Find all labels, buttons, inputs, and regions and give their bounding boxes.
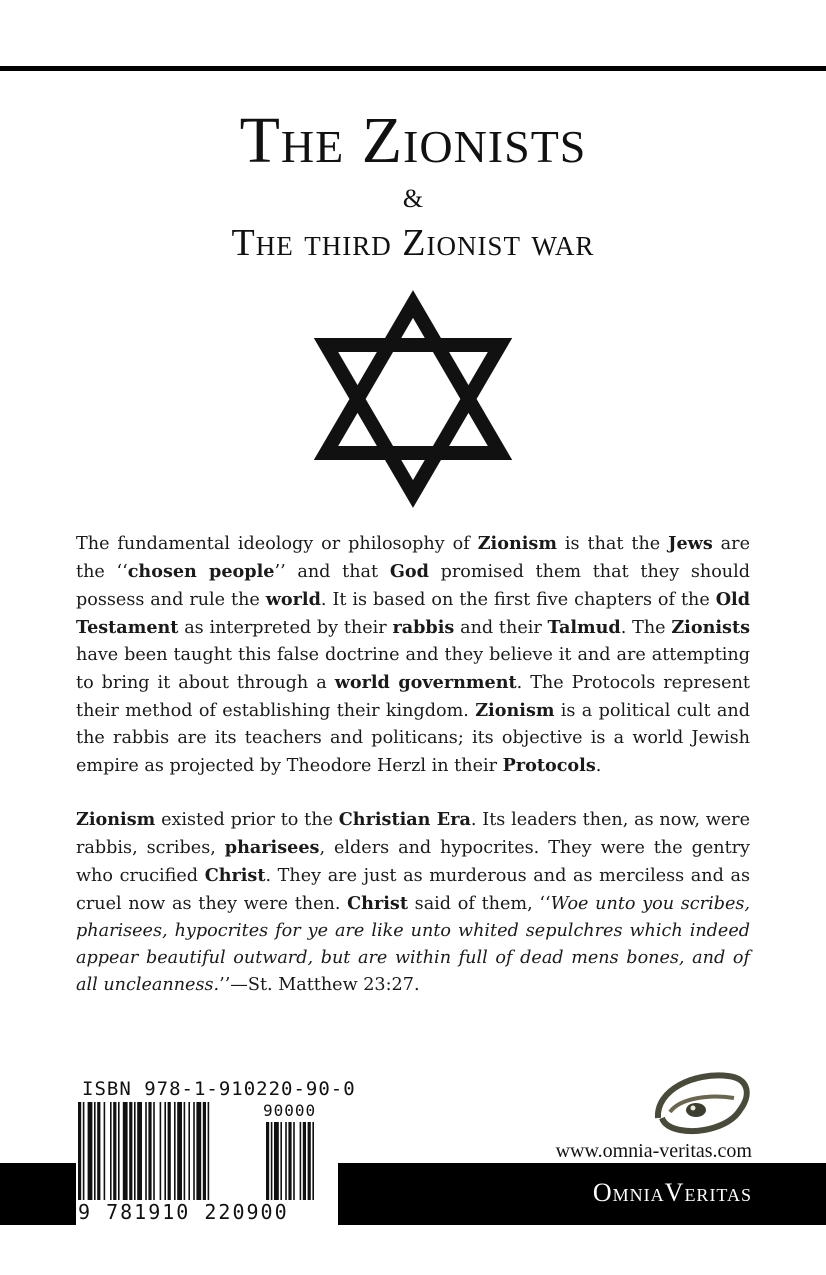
text-segment: Christ: [204, 865, 266, 886]
text-segment: , elders and hypocrites. They were the gentry who crucified: [76, 838, 751, 886]
barcode-bar: [88, 1102, 93, 1202]
text-segment: said of them, ‘‘: [407, 894, 551, 914]
barcode-bar: [129, 1102, 132, 1202]
text-segment: Protocols: [502, 755, 596, 776]
bottom-band-left: [0, 1163, 76, 1225]
barcode-bar: [188, 1102, 190, 1202]
barcode-bar: [303, 1122, 306, 1202]
barcode-bar: [137, 1102, 142, 1202]
barcode-bar: [153, 1102, 155, 1202]
text-segment: and their: [454, 618, 548, 638]
text-segment: ’’ and that: [274, 562, 390, 582]
isbn-label: ISBN 978-1-910220-90-0: [82, 1078, 356, 1100]
barcode-bar: [94, 1102, 96, 1202]
barcode-bar: [196, 1102, 201, 1202]
barcode-bar: [177, 1102, 182, 1202]
text-segment: . The Protocols represent their method of establishing their kingdom.: [76, 673, 750, 721]
publisher-url[interactable]: www.omnia-veritas.com: [555, 1140, 752, 1162]
text-segment: The fundamental ideology or philosophy of: [76, 534, 478, 554]
text-segment: world: [265, 589, 321, 610]
barcode-bar: [193, 1102, 195, 1202]
barcode-bar: [78, 1102, 81, 1202]
back-cover-blurb: [76, 530, 750, 1025]
barcode-bar: [288, 1122, 291, 1202]
star-of-david-icon: [314, 290, 512, 508]
barcode-bar: [168, 1102, 171, 1202]
barcode-digits: 9 781910 220900: [78, 1200, 336, 1224]
text-segment: . The: [620, 618, 672, 638]
text-segment: Zionism: [76, 809, 156, 830]
barcode-bar: [145, 1102, 147, 1202]
text-segment: Jews: [668, 533, 713, 554]
barcode-bar: [300, 1122, 302, 1202]
text-segment: Christian Era: [338, 809, 471, 830]
text-segment: chosen people: [127, 561, 275, 582]
barcode-bar: [285, 1122, 287, 1202]
text-segment: rabbis: [392, 617, 455, 638]
text-segment: promised them that they should possess and rule the: [76, 562, 751, 610]
text-segment: Woe unto you scribes, pharisees, hypocrites for ye are like unto whited sepulchres which indeed appear beautiful outward, but are within full of dead mens bones, and of all uncleanness.: [76, 894, 750, 995]
barcode-bar: [271, 1122, 273, 1202]
barcode-bar: [208, 1102, 210, 1202]
text-segment: world government: [334, 672, 517, 693]
text-segment: Zionism: [477, 533, 557, 554]
text-segment: Zionists: [671, 617, 750, 638]
barcode-bar: [113, 1102, 116, 1202]
price-code: 90000: [263, 1101, 317, 1120]
barcode-bar: [293, 1122, 295, 1202]
barcode-bar: [184, 1102, 186, 1202]
barcode-bar: [97, 1102, 100, 1202]
text-segment: . They are just as murderous and as merciless and as cruel now as they were then.: [76, 866, 750, 914]
book-title: The Zionists: [239, 104, 587, 177]
top-rule: [0, 66, 826, 71]
text-segment: ’’—St. Matthew 23:27.: [219, 975, 420, 995]
barcode-bar: [266, 1122, 269, 1202]
blurb-paragraph-2: [76, 806, 750, 999]
barcode-bar: [134, 1102, 136, 1202]
text-segment: is a political cult and the rabbis are its teachers and politicans; its objective is a world Jewish empire as projected by Theodore Herzl in their: [76, 701, 750, 776]
text-segment: God: [389, 561, 429, 582]
text-segment: .: [595, 756, 602, 776]
text-segment: is that the: [556, 534, 669, 554]
barcode-bar: [312, 1122, 314, 1202]
title-ampersand: &: [402, 184, 424, 213]
barcode-bar: [104, 1102, 106, 1202]
eye-swirl-logo-icon: [650, 1068, 754, 1140]
text-segment: . Its leaders then, as now, were rabbis, scribes,: [76, 810, 751, 858]
text-segment: existed prior to the: [155, 810, 339, 830]
barcode-bar: [123, 1102, 128, 1202]
publisher-brand: OmniaVeritas: [592, 1178, 752, 1207]
barcode-bar: [164, 1102, 166, 1202]
barcode-bar: [148, 1102, 151, 1202]
text-segment: are the ‘‘: [76, 534, 750, 582]
barcode-bar: [280, 1122, 282, 1202]
text-segment: Old Testament: [76, 589, 750, 638]
text-segment: . It is based on the first five chapters of the: [320, 590, 716, 610]
barcode-bar: [274, 1122, 279, 1202]
text-segment: Christ: [347, 893, 408, 914]
text-segment: as interpreted by their: [178, 618, 393, 638]
barcode-bar: [308, 1122, 311, 1202]
text-segment: pharisees: [224, 837, 320, 858]
book-subtitle: The third Zionist war: [231, 222, 595, 264]
barcode-bar: [118, 1102, 120, 1202]
text-segment: Zionism: [475, 700, 555, 721]
text-segment: have been taught this false doctrine and they believe it and are attempting to bring it about through a: [76, 645, 750, 693]
barcode-bar: [203, 1102, 206, 1202]
barcode-bar: [110, 1102, 112, 1202]
blurb-paragraph-1: [76, 530, 750, 780]
barcode-bar: [174, 1102, 176, 1202]
text-segment: Talmud: [547, 617, 621, 638]
barcode-bar: [160, 1102, 162, 1202]
barcode-bar: [83, 1102, 85, 1202]
